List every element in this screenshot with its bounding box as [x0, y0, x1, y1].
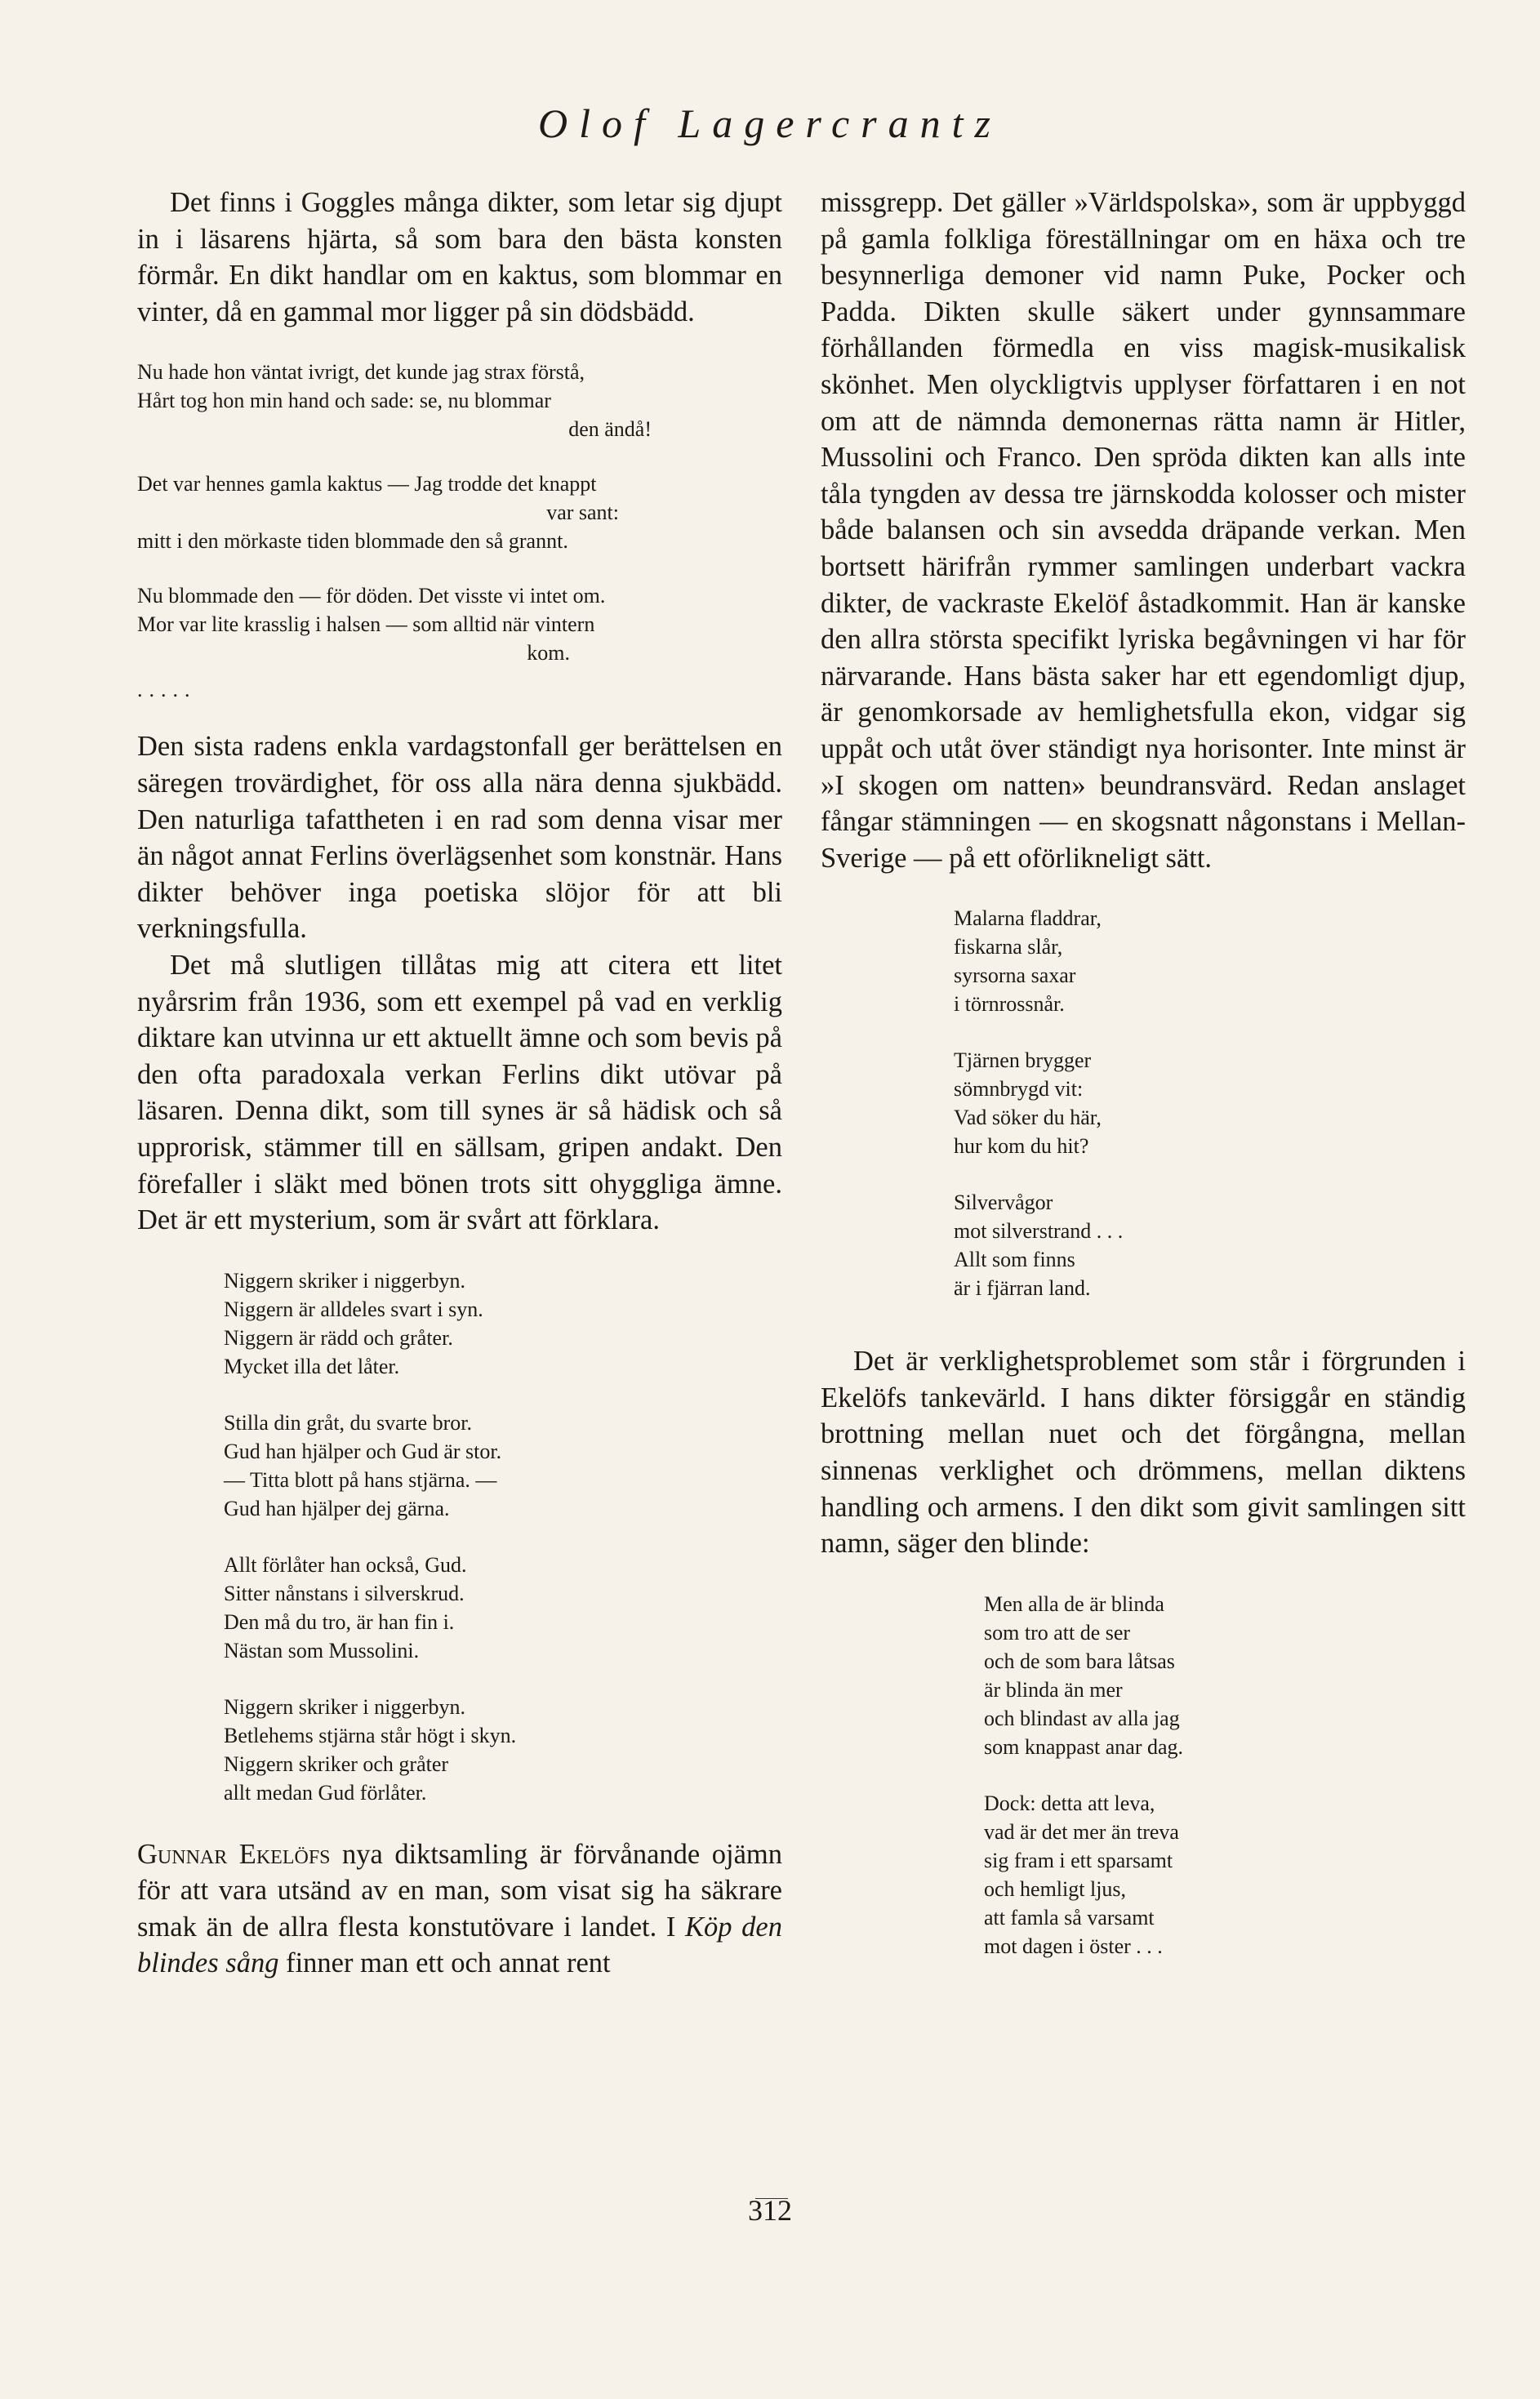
poem-line: Niggern skriker i niggerbyn. [224, 1268, 466, 1293]
poem-stanza [984, 1789, 1466, 1961]
poem-stanza [984, 1590, 1466, 1761]
poem-line-continuation: den ändå! [568, 417, 652, 442]
poem-stanza [137, 470, 782, 555]
poem-line: Dock: detta att leva, [984, 1791, 1155, 1815]
book-title: Köp den blindes sång [137, 1911, 782, 1979]
poem-den-blinde [821, 1590, 1466, 1961]
paragraph-varldspolska: missgrepp. Det gäller »Världspolska», som är uppbyggd på gamla folkliga föreställningar om en häxa och tre besynnerliga demoner vid namn Puke, Pocker och Padda. Dikten skulle säkert under gynnsammare förhållanden förmedla en viss magisk-musikalisk skönhet. Men olyckligtvis upplyser författaren i en not om att de nämnda demonernas rätta namn är Hitler, Mussolini och Franco. Den spröda dikten kan alls inte tåla tyngden av dessa tre järnskodda kolosser och mister både balansen och sin avsedda dräpande verkan. Men bortsett härifrån rymmer samlingen underbart vackra dikter, de vackraste Ekelöf åstadkommit. Han är kanske den allra största specifikt lyriska begåvningen vi har för närvarande. Hans bästa saker har ett egendomligt djup, är genomkorsade av hemlighetsfulla ekon, vidgar sig uppåt och utåt över ständigt nya horisonter. Inte minst är »I skogen om natten» beundransvärd. Redan anslaget fångar stämningen — en skogsnatt någonstans i Mellan-Sverige — på ett oförlikneligt sätt. [821, 187, 1466, 874]
poem-line: Silvervågor [954, 1191, 1053, 1215]
poem-line: Allt som finns [954, 1248, 1075, 1272]
poem-kaktus [137, 358, 782, 704]
poem-line: mitt i den mörkaste tiden blommade den så grannt. [137, 529, 568, 554]
poem-niggerbyn [137, 1266, 782, 1807]
paragraph-goggles-intro: Det finns i Goggles många dikter, som letar sig djupt in i läsarens hjärta, så som bara den bästa konsten förmår. En dikt handlar om en kaktus, som blommar en vinter, då en gammal mor ligger på sin dödsbädd. [137, 187, 782, 327]
left-column [137, 185, 782, 1982]
poem-line: som knappast anar dag. [984, 1734, 1184, 1759]
poem-line: Stilla din gråt, du svarte bror. [224, 1410, 473, 1435]
poem-line: Niggern är alldeles svart i syn. [224, 1297, 483, 1321]
poem-stanza [224, 1551, 782, 1665]
ellipsis-separator: ..... [137, 678, 197, 702]
poem-line: Nästan som Mussolini. [224, 1638, 420, 1662]
poem-line: Allt förlåter han också, Gud. [224, 1552, 467, 1577]
poem-line: och hemligt ljus, [984, 1876, 1127, 1901]
paragraph-vardagstonfall: Den sista radens enkla vardagstonfall ger berättelsen en säregen trovärdighet, för oss alla nära denna sjukbädd. Den naturliga tafattheten i en rad som denna visar mer än något annat Ferlins överlägsenhet som konstnär. Hans dikter behöver inga poetiska slöjor för att bli verkningsfulla. [137, 731, 782, 945]
poem-line: Mycket illa det låter. [224, 1354, 400, 1378]
poem-line: sömnbrygd vit: [954, 1077, 1084, 1102]
poem-line: Nu blommade den — för döden. Det visste vi intet om. [137, 584, 606, 608]
poem-line: är i fjärran land. [954, 1276, 1091, 1301]
poem-line-continuation: kom. [527, 641, 570, 665]
poem-line: att famla så varsamt [984, 1905, 1155, 1929]
poem-line: Hårt tog hon min hand och sade: se, nu blommar [137, 389, 551, 413]
paragraph-verklighetsproblemet: Det är verklighetsproblemet som står i förgrunden i Ekelöfs tankevärld. I hans dikter försiggår en ständig brottning mellan nuet och det förgångna, mellan sinnenas verklighet och drömmens, mellan diktens handling och armens. I den dikt som givit samlingen sitt namn, säger den blinde: [821, 1346, 1466, 1560]
poem-stanza [954, 1046, 1466, 1160]
poem-stanza [137, 581, 782, 667]
paragraph-nyarsrim: Det må slutligen tillåtas mig att citera ett litet nyårsrim från 1936, som ett exempel på vad en verklig diktare kan utvinna ur ett aktuellt ämne och som bevis på den ofta paradoxala verkan Ferlins dikt utövar på läsaren. Denna dikt, som till synes är så hädisk och så upprorisk, stämmer till en sällsam, gripen andakt. Den förefaller i släkt med bönen trots sitt ohyggliga ämne. Det är ett mysterium, som är svårt att förklara. [137, 949, 782, 1236]
poem-line: fiskarna slår, [954, 935, 1063, 959]
poem-line: Mor var lite krasslig i halsen — som alltid när vintern [137, 612, 595, 637]
poem-stanza [137, 358, 782, 443]
author-name-smallcaps: Gunnar Ekelöfs [137, 1838, 331, 1870]
running-header-author: Olof Lagercrantz [538, 100, 1002, 146]
poem-line: Gud han hjälper och Gud är stor. [224, 1439, 502, 1463]
poem-line: syrsorna saxar [954, 964, 1076, 988]
poem-stanza [224, 1266, 782, 1381]
poem-line: och de som bara låtsas [984, 1649, 1175, 1673]
poem-line: och blindast av alla jag [984, 1706, 1180, 1730]
poem-line: Den må du tro, är han fin i. [224, 1609, 455, 1634]
poem-line: — Titta blott på hans stjärna. — [224, 1467, 497, 1492]
poem-line: Men alla de är blinda [984, 1591, 1164, 1616]
poem-stanza [224, 1409, 782, 1523]
paragraph-text: nya diktsamling är förvånande ojämn för att vara utsänd av en man, som visat sig ha säkrare smak än de allra flesta konstutövare i landet. I [137, 1838, 782, 1943]
poem-stanza [954, 1188, 1466, 1302]
poem-line: Gud han hjälper dej gärna. [224, 1496, 450, 1520]
poem-line: sig fram i ett sparsamt [984, 1848, 1173, 1872]
poem-line: Vad söker du här, [954, 1106, 1102, 1130]
poem-line: är blinda än mer [984, 1677, 1123, 1702]
poem-line: mot dagen i öster . . . [984, 1934, 1163, 1958]
poem-stanza [954, 904, 1466, 1018]
paragraph-ekelof-intro [137, 1836, 782, 1982]
poem-line: Nu hade hon väntat ivrigt, det kunde jag strax förstå, [137, 360, 585, 385]
poem-line: Malarna fladdrar, [954, 906, 1102, 931]
poem-line: vad är det mer än treva [984, 1819, 1179, 1844]
poem-line-continuation: var sant: [546, 501, 619, 525]
page-number: 312 [748, 2194, 792, 2227]
poem-skogen-om-natten [821, 904, 1466, 1302]
poem-line: Niggern skriker i niggerbyn. [224, 1694, 466, 1719]
poem-line: Niggern är rädd och gråter. [224, 1325, 453, 1350]
poem-line: i törnrossnår. [954, 992, 1065, 1017]
poem-line: Betlehems stjärna står högt i skyn. [224, 1723, 517, 1747]
poem-line: Det var hennes gamla kaktus — Jag trodde det knappt [137, 472, 597, 496]
poem-line: hur kom du hit? [954, 1134, 1089, 1159]
poem-line: Sitter nånstans i silverskrud. [224, 1581, 465, 1605]
poem-line: Tjärnen brygger [954, 1048, 1092, 1073]
poem-line: som tro att de ser [984, 1620, 1131, 1645]
poem-stanza [224, 1693, 782, 1807]
poem-line: mot silverstrand . . . [954, 1219, 1124, 1244]
right-column [821, 185, 1466, 1961]
paragraph-text: finner man ett och annat rent [278, 1947, 611, 1979]
poem-line: allt medan Gud förlåter. [224, 1780, 427, 1805]
poem-line: Niggern skriker och gråter [224, 1751, 449, 1776]
